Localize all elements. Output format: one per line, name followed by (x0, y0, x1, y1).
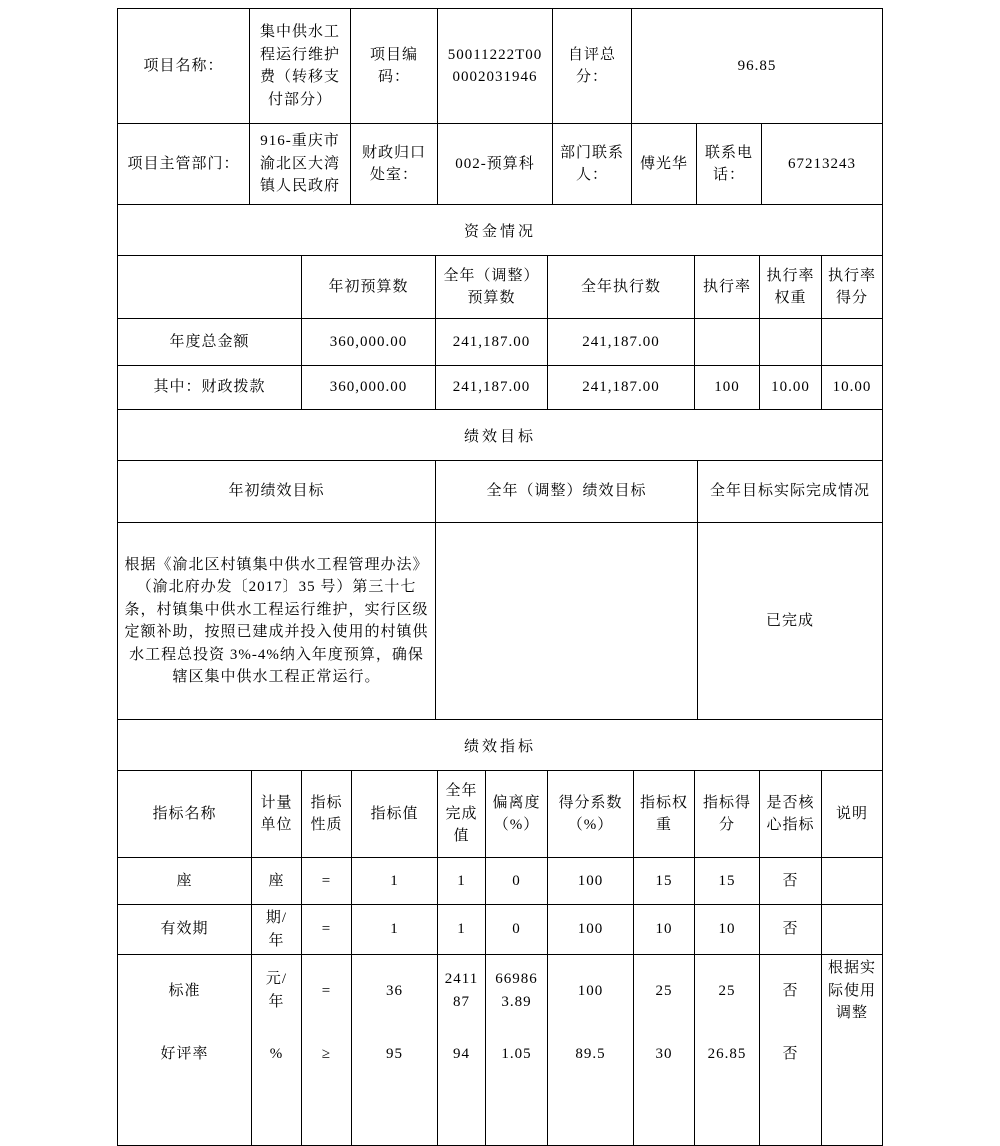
goals-content-row (118, 523, 883, 720)
funds-section-title: 资金情况 (117, 204, 883, 256)
indicator-name: 好评率 (118, 1027, 252, 1146)
funds-col-header: 全年执行数 (548, 256, 695, 319)
project-info-table (117, 8, 883, 205)
indicator-col-header: 指标名称 (118, 771, 252, 858)
funds-header-row (118, 256, 883, 319)
indicator-deviation: 0 (486, 858, 548, 905)
indicators-section-title: 绩效指标 (117, 719, 883, 771)
funds-col-header (118, 256, 302, 319)
funds-cell-adjusted-budget: 241,187.00 (436, 366, 548, 410)
indicator-row (118, 1027, 883, 1146)
funds-col-header: 执行率得分 (822, 256, 883, 319)
indicator-note: 根据实际使用调整 (822, 955, 883, 1027)
goals-table (117, 460, 883, 720)
indicator-target: 36 (352, 955, 438, 1027)
indicator-deviation: 0 (486, 905, 548, 955)
indicator-col-header: 计量单位 (252, 771, 302, 858)
funds-cell-initial-budget: 360,000.00 (302, 319, 436, 366)
indicator-col-header: 指标得分 (695, 771, 760, 858)
funds-cell-rate-weight: 10.00 (760, 366, 822, 410)
indicator-weight: 15 (634, 858, 695, 905)
phone-value: 67213243 (762, 124, 883, 205)
funds-col-header: 全年（调整）预算数 (436, 256, 548, 319)
indicator-score: 15 (695, 858, 760, 905)
dept-value: 916-重庆市渝北区大湾镇人民政府 (250, 124, 351, 205)
goals-section-title: 绩效目标 (117, 409, 883, 461)
phone-label: 联系电话： (697, 124, 762, 205)
goals-col-header: 全年目标实际完成情况 (698, 461, 883, 523)
indicator-name: 座 (118, 858, 252, 905)
indicator-weight: 10 (634, 905, 695, 955)
indicator-unit: 座 (252, 858, 302, 905)
indicator-nature: = (302, 955, 352, 1027)
indicator-weight: 30 (634, 1027, 695, 1146)
indicator-core: 否 (760, 905, 822, 955)
project-code-value: 50011222T000002031946 (438, 9, 553, 124)
indicator-deviation: 669863.89 (486, 955, 548, 1027)
project-info-row-1 (118, 9, 883, 124)
indicator-col-header: 偏离度（%） (486, 771, 548, 858)
indicator-note (822, 858, 883, 905)
indicator-nature: = (302, 905, 352, 955)
dept-label: 项目主管部门： (118, 124, 250, 205)
indicator-coefficient: 89.5 (548, 1027, 634, 1146)
contact-value: 傅光华 (632, 124, 697, 205)
funds-row-label: 其中：财政拨款 (118, 366, 302, 410)
indicator-col-header: 得分系数（%） (548, 771, 634, 858)
indicator-score: 10 (695, 905, 760, 955)
indicator-name: 标准 (118, 955, 252, 1027)
finance-office-value: 002-预算科 (438, 124, 553, 205)
self-score-value: 96.85 (632, 9, 883, 124)
indicator-target: 1 (352, 858, 438, 905)
funds-row-label: 年度总金额 (118, 319, 302, 366)
initial-goal-text: 根据《渝北区村镇集中供水工程管理办法》（渝北府办发〔2017〕35 号）第三十七条，村镇集中供水工程运行维护，实行区级定额补助，按照已建成并投入使用的村镇供水工程总投资 3%-4%纳入年度预算，确保辖区集中供水工程正常运行。 (118, 523, 436, 720)
indicator-completed: 94 (438, 1027, 486, 1146)
indicator-completed: 1 (438, 905, 486, 955)
project-name-value: 集中供水工程运行维护费（转移支付部分） (250, 9, 351, 124)
funds-cell-initial-budget: 360,000.00 (302, 366, 436, 410)
indicator-completed: 241187 (438, 955, 486, 1027)
indicator-target: 1 (352, 905, 438, 955)
indicator-completed: 1 (438, 858, 486, 905)
funds-col-header: 年初预算数 (302, 256, 436, 319)
contact-label: 部门联系人： (553, 124, 632, 205)
indicator-score: 25 (695, 955, 760, 1027)
indicator-col-header: 是否核心指标 (760, 771, 822, 858)
indicator-deviation: 1.05 (486, 1027, 548, 1146)
indicator-unit: 期/年 (252, 905, 302, 955)
funds-cell-executed: 241,187.00 (548, 319, 695, 366)
indicator-nature: ≥ (302, 1027, 352, 1146)
funds-cell-exec-rate (695, 319, 760, 366)
goals-col-header: 年初绩效目标 (118, 461, 436, 523)
indicators-header-row (118, 771, 883, 858)
funds-cell-rate-weight (760, 319, 822, 366)
actual-completion-cell: 已完成 (698, 523, 883, 720)
indicator-row (118, 955, 883, 1027)
funds-cell-executed: 241,187.00 (548, 366, 695, 410)
goals-header-row (118, 461, 883, 523)
project-info-row-2 (118, 124, 883, 205)
indicator-core: 否 (760, 955, 822, 1027)
indicator-note (822, 905, 883, 955)
indicator-col-header: 全年完成值 (438, 771, 486, 858)
indicator-coefficient: 100 (548, 858, 634, 905)
project-code-label: 项目编码： (351, 9, 438, 124)
funds-row-fiscal (118, 366, 883, 410)
finance-office-label: 财政归口处室： (351, 124, 438, 205)
indicator-coefficient: 100 (548, 905, 634, 955)
indicator-core: 否 (760, 1027, 822, 1146)
indicator-col-header: 指标值 (352, 771, 438, 858)
funds-row-total (118, 319, 883, 366)
indicator-col-header: 指标权重 (634, 771, 695, 858)
indicator-row (118, 858, 883, 905)
indicator-note (822, 1027, 883, 1146)
evaluation-form (117, 8, 883, 1146)
funds-table (117, 255, 883, 410)
project-name-label: 项目名称： (118, 9, 250, 124)
indicator-col-header: 说明 (822, 771, 883, 858)
self-score-label: 自评总分： (553, 9, 632, 124)
funds-cell-exec-rate: 100 (695, 366, 760, 410)
indicator-row (118, 905, 883, 955)
indicator-nature: = (302, 858, 352, 905)
indicators-table (117, 770, 883, 1146)
indicator-unit: 元/年 (252, 955, 302, 1027)
adjusted-goal-cell (436, 523, 698, 720)
indicator-col-header: 指标性质 (302, 771, 352, 858)
funds-cell-adjusted-budget: 241,187.00 (436, 319, 548, 366)
goals-col-header: 全年（调整）绩效目标 (436, 461, 698, 523)
indicator-target: 95 (352, 1027, 438, 1146)
funds-cell-rate-score (822, 319, 883, 366)
funds-col-header: 执行率 (695, 256, 760, 319)
funds-cell-rate-score: 10.00 (822, 366, 883, 410)
funds-col-header: 执行率权重 (760, 256, 822, 319)
indicator-name: 有效期 (118, 905, 252, 955)
indicator-weight: 25 (634, 955, 695, 1027)
indicator-score: 26.85 (695, 1027, 760, 1146)
indicator-unit: % (252, 1027, 302, 1146)
indicator-core: 否 (760, 858, 822, 905)
indicator-coefficient: 100 (548, 955, 634, 1027)
